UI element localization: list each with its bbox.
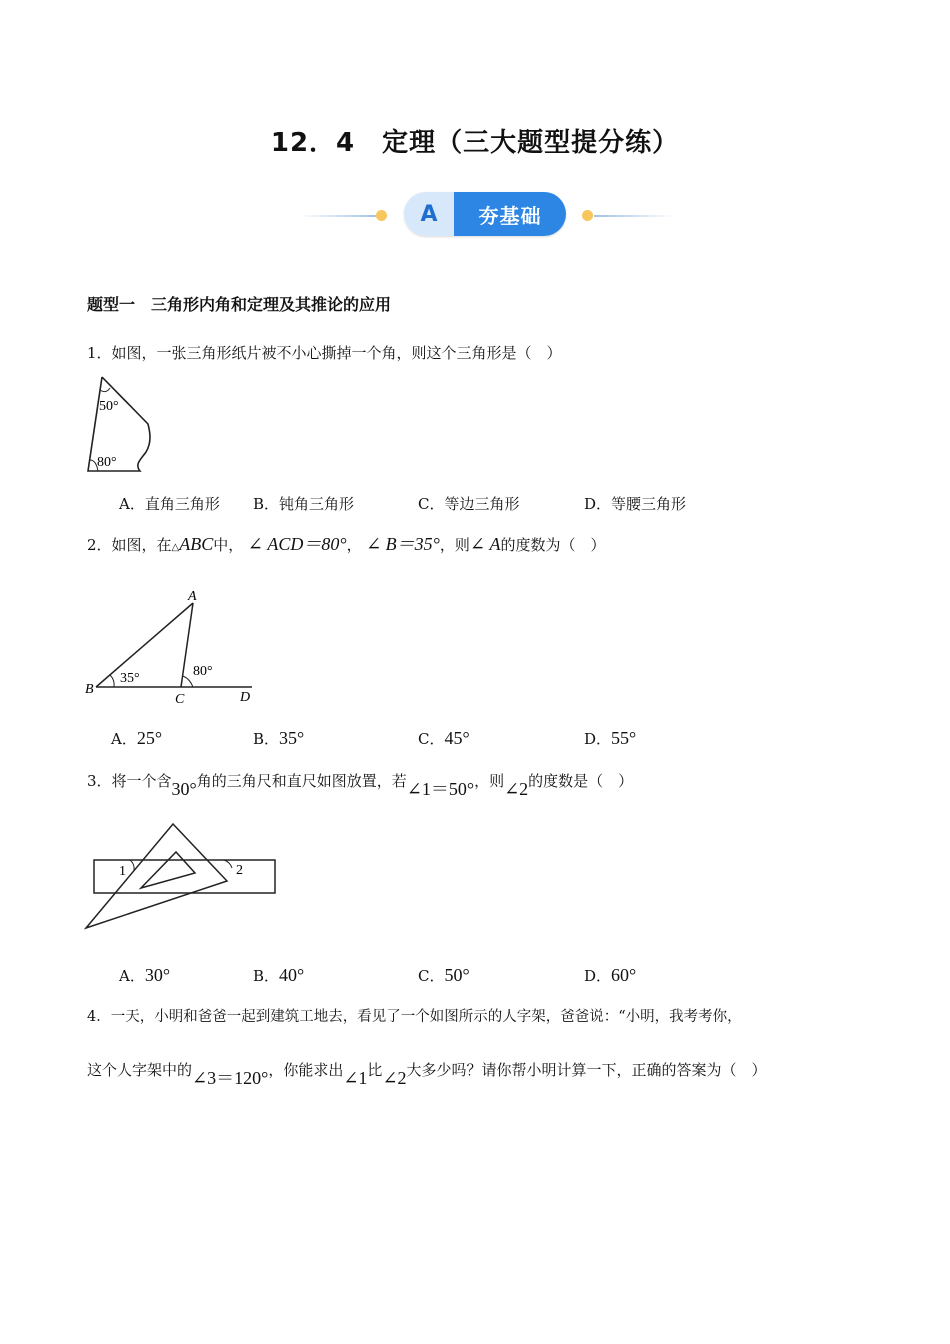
angle-label-50: 50°	[99, 399, 119, 414]
angle-label-80: 80°	[97, 455, 117, 470]
q3-degree: 30°	[171, 779, 197, 799]
angle-arc-b	[110, 675, 114, 687]
angle-symbol: ∠	[382, 1068, 398, 1088]
angle-arc-1	[130, 860, 134, 871]
angle-arc-2	[224, 860, 232, 868]
angle-symbol: ∠	[192, 1068, 208, 1088]
q3-then: ，则	[474, 772, 505, 790]
angle-label-1: 1	[119, 864, 126, 879]
q3-option-a[interactable]: A．30°	[119, 965, 171, 985]
q2-mid: 中，	[213, 536, 244, 554]
q3-prefix: 3．将一个含	[87, 772, 172, 790]
q2-option-b[interactable]: B．35°	[253, 728, 305, 748]
q4-suffix: 大多少吗？请你帮小明计算一下，正确的答案为（ ）	[406, 1061, 767, 1079]
q2-then: ，则	[439, 536, 470, 554]
q2-condition-1: ACD＝80°	[267, 534, 347, 554]
q4-angle-2: 2	[397, 1068, 407, 1088]
badge-letter: A	[404, 192, 454, 236]
angle-symbol: ∠	[469, 534, 490, 554]
q3-option-d[interactable]: D．60°	[584, 965, 637, 985]
question-1-text: 1．如图，一张三角形纸片被不小心撕掉一个角，则这个三角形是（ ）	[87, 344, 562, 362]
angle-symbol: ∠	[406, 779, 422, 799]
angle-label-35: 35°	[120, 671, 140, 686]
q1-option-d[interactable]: D．等腰三角形	[584, 495, 687, 513]
q2-option-c[interactable]: C．45°	[418, 728, 470, 748]
q2-target-angle: A	[489, 534, 501, 554]
side-ac	[181, 603, 193, 687]
vertex-a: A	[188, 589, 197, 604]
question-2-figure	[84, 586, 264, 706]
q4-mid: ，你能求出	[268, 1061, 344, 1079]
angle-arc-top	[100, 388, 110, 392]
level-badge	[404, 192, 566, 236]
section-heading: 题型一 三角形内角和定理及其推论的应用	[87, 295, 392, 314]
q2-condition-2: B＝35°	[385, 534, 440, 554]
triangle-ruler-inner	[141, 852, 195, 888]
q2-suffix: 的度数为（ ）	[500, 536, 606, 554]
q1-option-c[interactable]: C．等边三角形	[418, 495, 520, 513]
angle-symbol: ∠	[361, 534, 386, 554]
angle-symbol: ∠	[504, 779, 520, 799]
q3-option-b[interactable]: B．40°	[253, 965, 305, 985]
badge-dot-left	[376, 210, 387, 221]
q3-target-angle: 2	[519, 779, 529, 799]
badge-dot-right	[582, 210, 593, 221]
vertex-b: B	[85, 682, 94, 697]
triangle-symbol: △	[171, 542, 180, 553]
question-1-figure	[84, 374, 156, 474]
badge-divider-left	[300, 215, 378, 217]
q3-mid: 角的三角尺和直尺如图放置，若	[196, 772, 407, 790]
question-3-text	[87, 770, 634, 799]
q2-triangle-name: ABC	[179, 534, 214, 554]
q4-bi: 比	[367, 1061, 383, 1079]
q3-condition: 1＝50°	[421, 779, 475, 799]
triangle-ruler-outer	[86, 824, 227, 928]
question-4-line-2	[87, 1059, 767, 1088]
badge-text: 夯基础	[454, 192, 566, 236]
q4-prefix: 这个人字架中的	[87, 1061, 193, 1079]
q1-option-a[interactable]: A．直角三角形	[119, 495, 220, 513]
side-ba	[96, 603, 193, 687]
q2-option-d[interactable]: D．55°	[584, 728, 637, 748]
angle-symbol: ∠	[243, 534, 268, 554]
vertex-c: C	[175, 692, 185, 706]
question-3-figure	[84, 820, 280, 935]
angle-label-80: 80°	[193, 664, 213, 679]
vertex-d: D	[240, 690, 251, 705]
q3-option-c[interactable]: C．50°	[418, 965, 470, 985]
angle-symbol: ∠	[343, 1068, 359, 1088]
q4-condition: 3＝120°	[207, 1068, 269, 1088]
angle-arc-acd	[183, 676, 193, 687]
q3-suffix: 的度数是（ ）	[528, 772, 634, 790]
q4-angle-1: 1	[358, 1068, 368, 1088]
question-2-text: 2．如图，在△ABC中， ∠ ACD＝80°， ∠ B＝35°，则∠ A的度数为（ ）	[87, 534, 606, 554]
page-title: 12．4 定理（三大题型提分练）	[270, 128, 680, 158]
q2-prefix: 2．如图，在	[87, 536, 172, 554]
angle-label-2: 2	[236, 863, 243, 878]
question-4-line-1: 4．一天，小明和爸爸一起到建筑工地去，看见了一个如图所示的人字架，爸爸说：“小明，我考考你，	[87, 1009, 742, 1025]
q1-option-b[interactable]: B．钝角三角形	[253, 495, 355, 513]
badge-divider-right	[594, 215, 674, 217]
q2-option-a[interactable]: A．25°	[111, 728, 163, 748]
